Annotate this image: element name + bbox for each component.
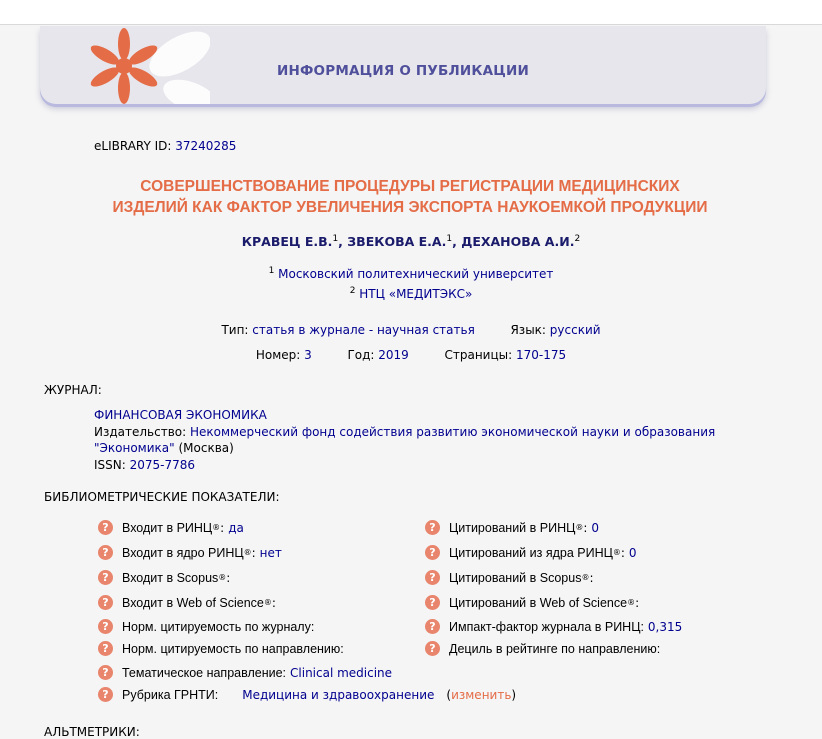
indicator-rinc: ? Входит в РИНЦ ® : да: [98, 520, 244, 535]
indicator-rinc-core: ? Входит в ядро РИНЦ ® : нет: [98, 545, 282, 560]
indicator-label: Цитирований из ядра РИНЦ: [449, 545, 613, 560]
indicator-wos: ? Входит в Web of Science ® :: [98, 595, 276, 610]
pages-label: Страницы:: [444, 348, 513, 362]
type-value: статья в журнале - научная статья: [252, 323, 475, 337]
language-label: Язык:: [510, 323, 546, 337]
indicator-label: Дециль в рейтинге по направлению:: [449, 641, 661, 656]
help-icon[interactable]: ?: [98, 520, 113, 535]
journal-info: [94, 407, 734, 473]
issn-label: ISSN:: [94, 457, 126, 472]
grnti-value[interactable]: Медицина и здравоохранение: [242, 687, 435, 702]
indicator-norm-journal: [98, 619, 314, 634]
help-icon[interactable]: ?: [425, 545, 440, 560]
help-icon[interactable]: ?: [98, 570, 113, 585]
pages-value: 170-175: [515, 348, 567, 362]
indicator-value[interactable]: да: [228, 520, 244, 535]
indicator-impact-factor: [425, 619, 682, 634]
help-icon[interactable]: ?: [98, 687, 113, 702]
indicator-label: Норм. цитируемость по журналу:: [122, 619, 315, 634]
help-icon[interactable]: ?: [425, 520, 440, 535]
number-year-pages-row: [0, 348, 822, 362]
help-icon[interactable]: ?: [98, 545, 113, 560]
indicator-label: Импакт-фактор журнала в РИНЦ:: [449, 619, 644, 634]
indicator-citations-scopus: ? Цитирований в Scopus ® :: [425, 570, 594, 585]
indicator-citations-core: ? Цитирований из ядра РИНЦ ® : 0: [425, 545, 637, 560]
publisher-label: Издательство:: [94, 424, 187, 439]
author-sup: 2: [574, 234, 581, 244]
bibliometrics-heading: БИБЛИОМЕТРИЧЕСКИЕ ПОКАЗАТЕЛИ:: [44, 490, 280, 504]
help-icon[interactable]: ?: [98, 665, 113, 680]
elibrary-id-label: eLIBRARY ID:: [94, 139, 172, 153]
indicator-label: Тематическое направление:: [122, 665, 287, 680]
indicator-label: Входит в ядро РИНЦ: [122, 545, 244, 560]
author-link[interactable]: ДЕХАНОВА А.И.: [461, 234, 575, 250]
elibrary-id: [94, 139, 236, 153]
indicator-label: Рубрика ГРНТИ:: [122, 687, 219, 702]
browser-top-strip: [0, 0, 822, 25]
help-icon[interactable]: ?: [425, 570, 440, 585]
indicator-label: Цитирований в Web of Science: [449, 595, 628, 610]
publisher-link-cont[interactable]: "Экономика": [94, 441, 175, 455]
affiliation-1: [0, 266, 822, 281]
indicator-value[interactable]: 0: [628, 545, 637, 560]
affiliation-link[interactable]: Московский политехнический университет: [278, 267, 554, 281]
indicator-grnti: ? Рубрика ГРНТИ: Медицина и здравоохранение ( изменить ): [98, 687, 516, 702]
help-icon[interactable]: ?: [425, 619, 440, 634]
elibrary-id-value: 37240285: [175, 139, 237, 153]
banner-title: ИНФОРМАЦИЯ О ПУБЛИКАЦИИ: [276, 63, 530, 79]
change-link[interactable]: изменить: [451, 687, 512, 702]
article-title-line1: СОВЕРШЕНСТВОВАНИЕ ПРОЦЕДУРЫ РЕГИСТРАЦИИ МЕДИЦИНСКИХ: [140, 178, 680, 195]
indicator-label: Входит в Web of Science: [122, 595, 264, 610]
indicator-value[interactable]: нет: [259, 545, 282, 560]
year-value: 2019: [378, 348, 409, 362]
indicator-theme: [98, 665, 392, 680]
indicator-label: Цитирований в РИНЦ: [449, 520, 576, 535]
article-title-line2: ИЗДЕЛИЙ КАК ФАКТОР УВЕЛИЧЕНИЯ ЭКСПОРТА НАУКОЕМКОЙ ПРОДУКЦИИ: [112, 199, 708, 216]
journal-heading: ЖУРНАЛ:: [44, 383, 102, 397]
year-label: Год:: [347, 348, 375, 362]
page-banner: [40, 26, 766, 104]
publisher-city: (Москва): [178, 441, 234, 455]
language-value: русский: [549, 323, 601, 337]
indicator-citations-wos: ? Цитирований в Web of Science ® :: [425, 595, 639, 610]
author-sup: 1: [446, 234, 453, 244]
help-icon[interactable]: ?: [98, 595, 113, 610]
issn-value: 2075-7786: [129, 457, 196, 472]
author-link[interactable]: КРАВЕЦ Е.В.: [241, 234, 333, 250]
affiliation-num: 1: [268, 266, 275, 276]
type-language-row: [0, 323, 822, 337]
author-sup: 1: [332, 234, 339, 244]
help-icon[interactable]: ?: [98, 619, 113, 634]
publisher-link[interactable]: Некоммерческий фонд содействия развитию экономической науки и образования: [190, 424, 716, 439]
indicator-value[interactable]: 0,315: [647, 619, 683, 634]
indicator-label: Цитирований в Scopus: [449, 570, 582, 585]
journal-name-link[interactable]: ФИНАНСОВАЯ ЭКОНОМИКА: [94, 408, 267, 422]
indicator-label: Входит в Scopus: [122, 570, 219, 585]
author-link[interactable]: ЗВЕКОВА Е.А.: [347, 234, 447, 250]
number-value[interactable]: 3: [304, 348, 312, 362]
indicator-value[interactable]: Clinical medicine: [290, 665, 393, 680]
indicator-label: Норм. цитируемость по направлению:: [122, 641, 344, 656]
indicator-decile: [425, 641, 660, 656]
affiliation-2: [0, 286, 822, 301]
article-title: [40, 176, 780, 218]
altmetrics-heading: АЛЬТМЕТРИКИ:: [44, 725, 140, 739]
affiliation-num: 2: [349, 286, 356, 296]
help-icon[interactable]: ?: [425, 595, 440, 610]
indicator-label: Входит в РИНЦ: [122, 520, 213, 535]
help-icon[interactable]: ?: [98, 641, 113, 656]
authors-list: КРАВЕЦ Е.В.$^1$, ЗВЕКОВА Е.А.$^1$, ДЕХАНОВА А.И.$^2$: [241, 234, 581, 250]
indicator-norm-direction: [98, 641, 344, 656]
type-label: Тип:: [221, 323, 249, 337]
number-label: Номер:: [255, 348, 301, 362]
affiliation-link[interactable]: НТЦ «МЕДИТЭКС»: [359, 287, 473, 301]
indicator-citations-rinc: ? Цитирований в РИНЦ ® : 0: [425, 520, 599, 535]
indicator-value[interactable]: 0: [591, 520, 600, 535]
indicator-scopus: ? Входит в Scopus ® :: [98, 570, 230, 585]
help-icon[interactable]: ?: [425, 641, 440, 656]
